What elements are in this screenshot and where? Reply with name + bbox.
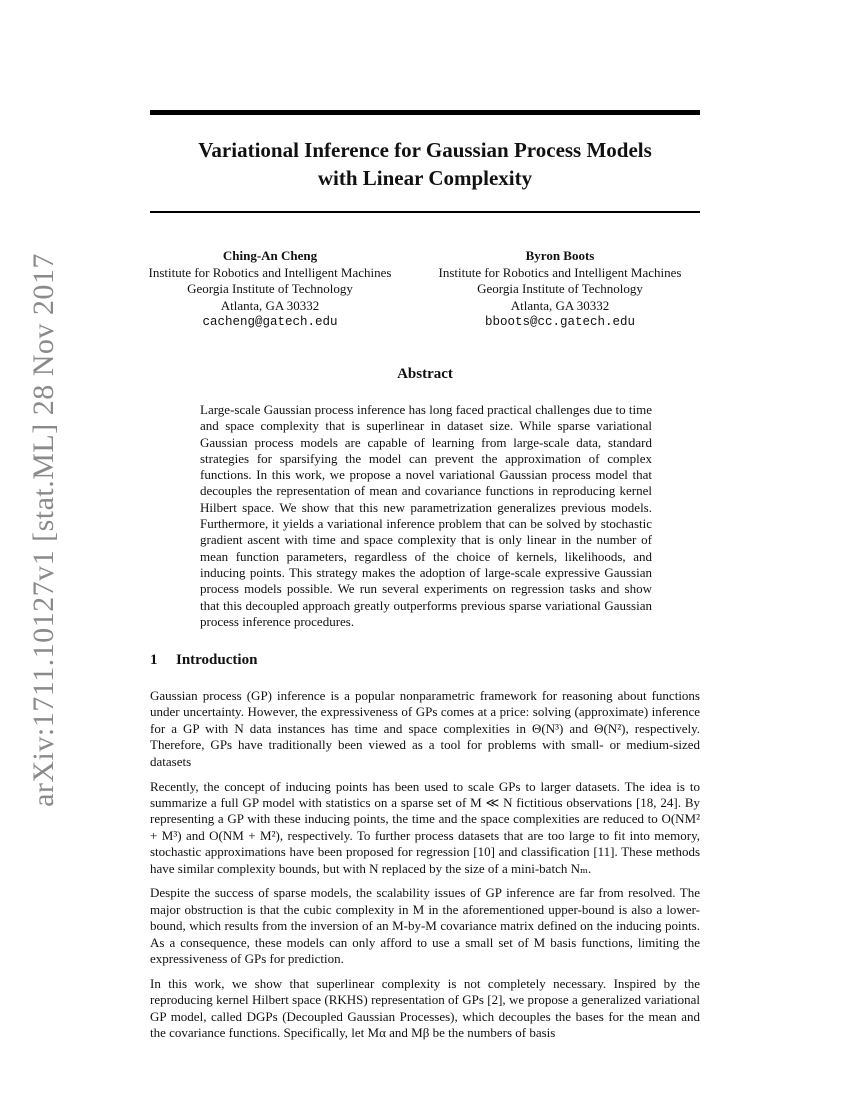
author-email[interactable]: bboots@cc.gatech.edu	[484, 315, 636, 329]
title-top-rule	[150, 110, 700, 115]
author-location: Atlanta, GA 30332	[220, 297, 320, 313]
arxiv-side-stamp	[14, 253, 74, 807]
author-block-2	[410, 248, 710, 331]
arxiv-identifier: arXiv:1711.10127v1 [stat.ML] 28 Nov 2017	[27, 253, 60, 807]
title-bottom-rule	[150, 211, 700, 213]
paragraph: Despite the success of sparse models, the scalability issues of GP inference are far from resolved. The major obstruction is that the cubic complexity in M in the aforementioned upper-bound is also a lower-bound, which results from the inversion of an M-by-M covariance matrix defined on the inducing points. As a consequence, these models can only afford to use a small set of M basis functions, limiting the expressiveness of GPs for prediction.	[150, 885, 700, 967]
author-affiliation: Institute for Robotics and Intelligent Machines	[438, 264, 682, 280]
introduction-body	[150, 688, 700, 1050]
author-location: Atlanta, GA 30332	[510, 297, 610, 313]
section-number: 1	[150, 652, 158, 668]
abstract-text: Large-scale Gaussian process inference has long faced practical challenges due to time and space complexity that is superlinear in dataset size. While sparse variational Gaussian process models are capable of learning from large-scale data, standard strategies for sparsifying the model can prevent the approximation of complex functions. In this work, we propose a novel variational Gaussian process model that decouples the representation of mean and covariance functions in reproducing kernel Hilbert space. We show that this new parametrization generalizes previous models. Furthermore, it yields a variational inference problem that can be solved by stochastic gradient ascent with time and space complexity that is only linear in the number of mean function parameters, regardless of the choice of kernels, likelihoods, and inducing points. This strategy makes the adoption of large-scale expressive Gaussian process models possible. We run several experiments on regression tasks and show that this decoupled approach greatly outperforms previous sparse variational Gaussian process inference procedures.	[200, 402, 652, 629]
paragraph: In this work, we show that superlinear complexity is not completely necessary. Inspired by the reproducing kernel Hilbert space (RKHS) representation of GPs [2], we propose a generalized variational GP model, called DGPs (Decoupled Gaussian Processes), which decouples the bases for the mean and the covariance functions. Specifically, let Mα and Mβ be the numbers of basis	[150, 976, 700, 1041]
author-institution: Georgia Institute of Technology	[477, 281, 643, 296]
abstract-heading: Abstract	[397, 366, 453, 382]
title-line-1: Variational Inference for Gaussian Process Models	[198, 138, 652, 162]
author-email[interactable]: cacheng@gatech.edu	[202, 315, 338, 329]
section-heading	[150, 652, 257, 669]
paper-title	[150, 136, 700, 192]
author-affiliation: Institute for Robotics and Intelligent Machines	[148, 264, 392, 280]
paragraph: Recently, the concept of inducing points has been used to scale GPs to larger datasets. The idea is to summarize a full GP model with statistics on a sparse set of M ≪ N fictitious observations [18, 24]. By representing a GP with these inducing points, the time and the space complexities are reduced to O(NM² + M³) and O(NM + M²), respectively. To further process datasets that are too large to fit into memory, stochastic approximations have been proposed for regression [10] and classification [11]. These methods have similar complexity bounds, but with N replaced by the size of a mini-batch Nₘ.	[150, 778, 700, 876]
author-institution: Georgia Institute of Technology	[187, 281, 353, 296]
title-line-2: with Linear Complexity	[317, 166, 533, 190]
author-name: Ching-An Cheng	[222, 248, 318, 263]
author-block-1	[120, 248, 420, 331]
section-title: Introduction	[176, 652, 258, 668]
author-name: Byron Boots	[525, 248, 595, 263]
paragraph: Gaussian process (GP) inference is a popular nonparametric framework for reasoning about functions under uncertainty. However, the expressiveness of GPs comes at a price: solving (approximate) inference for a GP with N data instances has time and space complexities in Θ(N³) and Θ(N²), respectively. Therefore, GPs have traditionally been viewed as a tool for problems with small- or medium-sized datasets	[150, 688, 700, 769]
